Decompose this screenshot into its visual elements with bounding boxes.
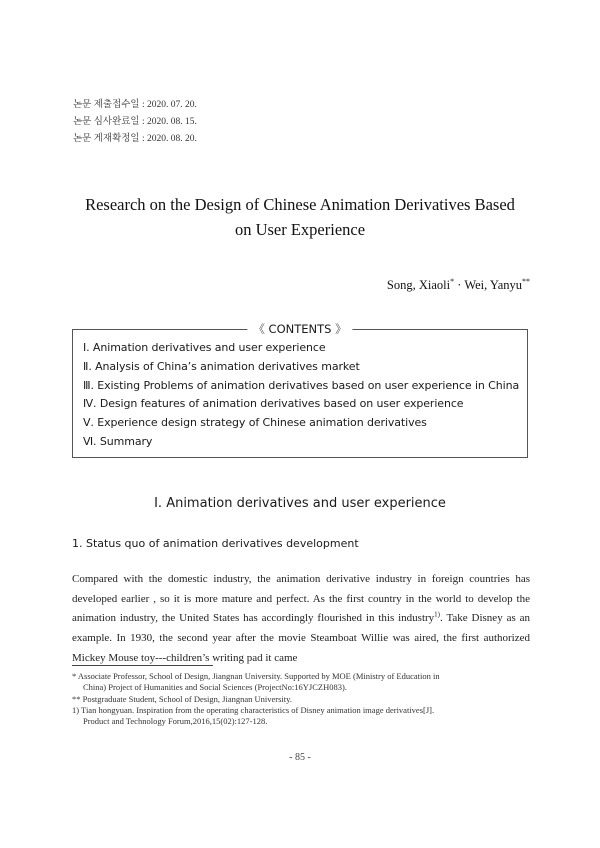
author-1: Song, Xiaoli	[386, 278, 451, 293]
date-submitted: 논문 제출접수일 : 2020. 07. 20.	[73, 100, 197, 110]
contents-item: Ⅳ. Design features of animation derivatives based on user experience	[83, 397, 464, 411]
submission-dates	[73, 97, 197, 148]
page-number: - 85 -	[289, 752, 311, 763]
contents-item: Ⅱ. Analysis of China’s animation derivatives market	[83, 359, 360, 373]
author-1-mark: *	[450, 277, 455, 286]
contents-heading: 《 CONTENTS 》	[247, 321, 352, 337]
footnote-line: Product and Technology Forum,2016,15(02):127-128.	[83, 716, 268, 727]
section-heading: Ⅰ. Animation derivatives and user experience	[154, 496, 446, 511]
body-paragraph	[72, 570, 530, 669]
author-separator: ·	[454, 278, 465, 293]
footnote-line: * Associate Professor, School of Design, Jiangnan University. Supported by MOE (Ministry of Education in	[72, 671, 440, 681]
author-2: Wei, Yanyu	[464, 278, 522, 293]
footnote-item	[72, 705, 530, 728]
date-reviewed: 논문 심사완료일 : 2020. 08. 15.	[73, 117, 197, 127]
date-accepted: 논문 게재확정일 : 2020. 08. 20.	[73, 134, 197, 144]
footnote-line: ** Postgraduate Student, School of Design, Jiangnan University.	[72, 693, 292, 704]
title-line-2: on User Experience	[234, 220, 366, 239]
contents-item: Ⅵ. Summary	[83, 434, 153, 448]
footnote-item	[72, 671, 530, 694]
contents-item: Ⅴ. Experience design strategy of Chinese animation derivatives	[83, 416, 427, 430]
contents-item: Ⅲ. Existing Problems of animation derivatives based on user experience in China	[83, 378, 520, 392]
footnote-ref: 1)	[434, 610, 441, 619]
author-2-mark: **	[522, 277, 530, 286]
contents-list	[83, 339, 519, 452]
footnote-line: China) Project of Humanities and Social Sciences (ProjectNo:16YJCZH083).	[83, 682, 347, 693]
paper-title	[50, 192, 550, 242]
author-list	[387, 277, 530, 293]
sub-heading: 1. Status quo of animation derivatives development	[72, 537, 359, 550]
footnote-line: 1) Tian hongyuan. Inspiration from the operating characteristics of Disney animation image derivatives[J].	[72, 704, 435, 715]
contents-box	[72, 322, 528, 458]
footnotes	[72, 671, 530, 727]
title-line-1: Research on the Design of Chinese Animation Derivatives Based	[85, 195, 515, 214]
contents-item: Ⅰ. Animation derivatives and user experience	[83, 341, 326, 354]
body-text-part-1: Compared with the domestic industry, the animation derivative industry in foreign countries has developed earlier , so it is more mature and perfect. As the first country in the world to develop the animation industry, the United States has accordingly flourished in this industry	[72, 573, 530, 625]
footnote-divider	[72, 665, 213, 666]
footnote-item	[72, 694, 530, 705]
body-text-part-2: . Take Disney as an example. In 1930, the second year after the movie Steamboat Willie was aired, the first authorized Mickey Mouse toy---children’s writing pad it came	[72, 612, 530, 664]
